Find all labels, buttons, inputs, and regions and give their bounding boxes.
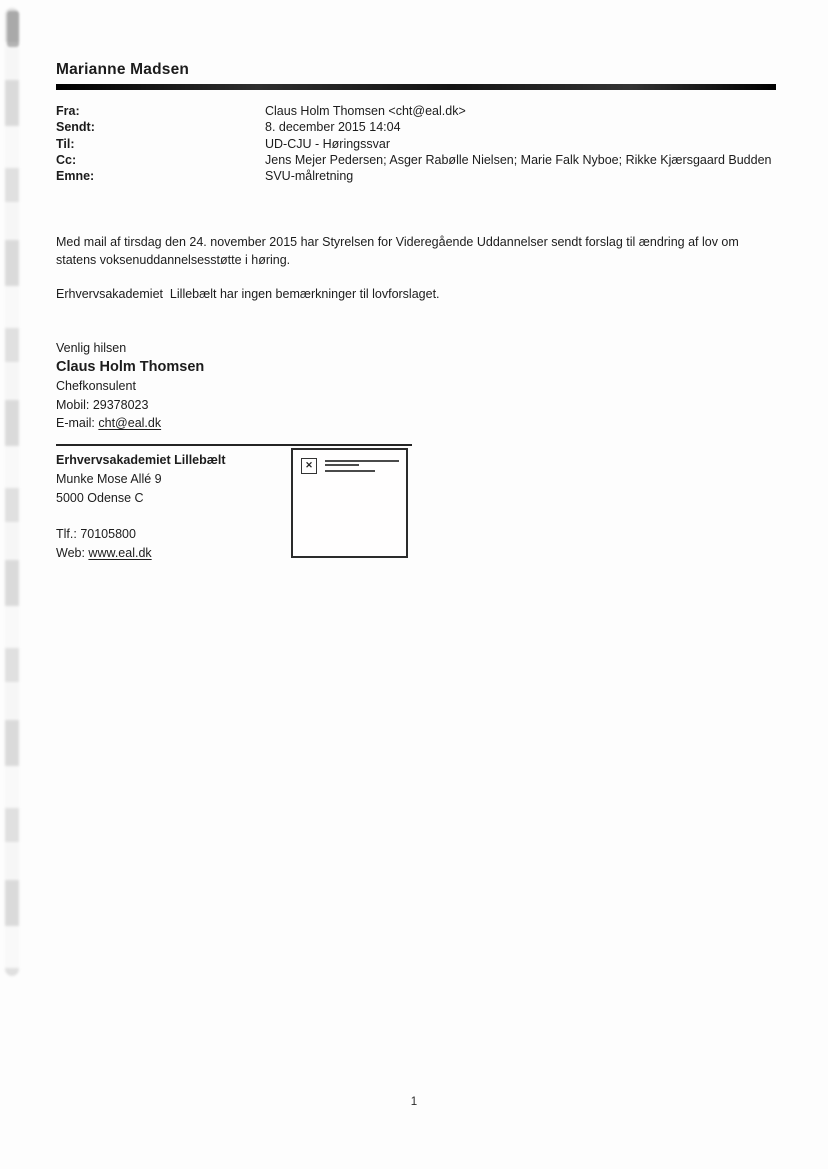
organization-phone-line xyxy=(56,525,776,544)
header-label-subject: Emne: xyxy=(56,169,95,184)
email-address-link[interactable]: cht@eal.dk xyxy=(98,416,162,431)
body-paragraph-2: Erhvervsakademiet Lillebælt har ingen bemærkninger til lovforslaget. xyxy=(56,287,440,302)
signature-name: Claus Holm Thomsen xyxy=(56,359,205,376)
organization-name: Erhvervsakademiet Lillebælt xyxy=(56,452,226,467)
header-value-from: Claus Holm Thomsen <cht@eal.dk> xyxy=(265,104,466,118)
header-value-subject: SVU-målretning xyxy=(265,169,354,184)
alt-text-line xyxy=(325,470,375,472)
broken-image-alt-text-lines xyxy=(325,460,401,475)
header-value-sent: 8. december 2015 14:04 xyxy=(265,120,401,135)
broken-image-x-icon: ✕ xyxy=(301,458,317,474)
signature-title: Chefkonsulent xyxy=(56,379,136,394)
mobile-label: Mobil: xyxy=(56,397,93,412)
signature-mobile-line xyxy=(56,396,776,415)
scan-corner-artifact xyxy=(7,11,19,47)
spacer xyxy=(56,507,776,525)
header-value-cc: Jens Mejer Pedersen; Asger Rabølle Nielsen; Marie Falk Nyboe; Rikke Kjærsgaard Budden xyxy=(265,152,772,167)
organization-address-line1: Munke Mose Allé 9 xyxy=(56,471,162,486)
mobile-number: 29378023 xyxy=(92,397,149,412)
body-paragraph-1: Med mail af tirsdag den 24. november 2015 har Styrelsen for Videregående Uddannelser sendt forslag til ændring af lov om statens voksenuddannelsesstøtte i høring. xyxy=(56,235,743,267)
phone-number: 70105800 xyxy=(80,527,136,542)
header-label-sent: Sendt: xyxy=(56,120,95,135)
phone-label: Tlf.: xyxy=(56,527,81,542)
scan-edge-artifact xyxy=(5,8,19,976)
signature-divider-rule xyxy=(56,444,412,446)
website-link[interactable]: www.eal.dk xyxy=(88,546,152,561)
web-label: Web: xyxy=(56,546,89,561)
email-content xyxy=(56,60,776,563)
header-label-to: Til: xyxy=(56,136,75,151)
organization-web-line xyxy=(56,544,776,563)
organization-block xyxy=(56,451,776,563)
broken-image-placeholder xyxy=(291,448,408,558)
signature-greeting: Venlig hilsen xyxy=(56,340,127,355)
email-header-fields xyxy=(56,103,776,184)
page-number: 1 xyxy=(410,1096,418,1108)
organization-address-line2: 5000 Odense C xyxy=(56,490,144,505)
header-label-from: Fra: xyxy=(56,104,80,118)
alt-text-line xyxy=(325,464,359,466)
signature-block xyxy=(56,339,776,433)
email-label: E-mail: xyxy=(56,416,99,431)
recipient-name-heading: Marianne Madsen xyxy=(56,61,190,78)
signature-email-line xyxy=(56,414,776,433)
alt-text-line xyxy=(325,460,399,462)
header-label-cc: Cc: xyxy=(56,152,77,167)
header-value-to: UD-CJU - Høringssvar xyxy=(265,136,390,151)
header-divider-rule xyxy=(56,84,776,90)
